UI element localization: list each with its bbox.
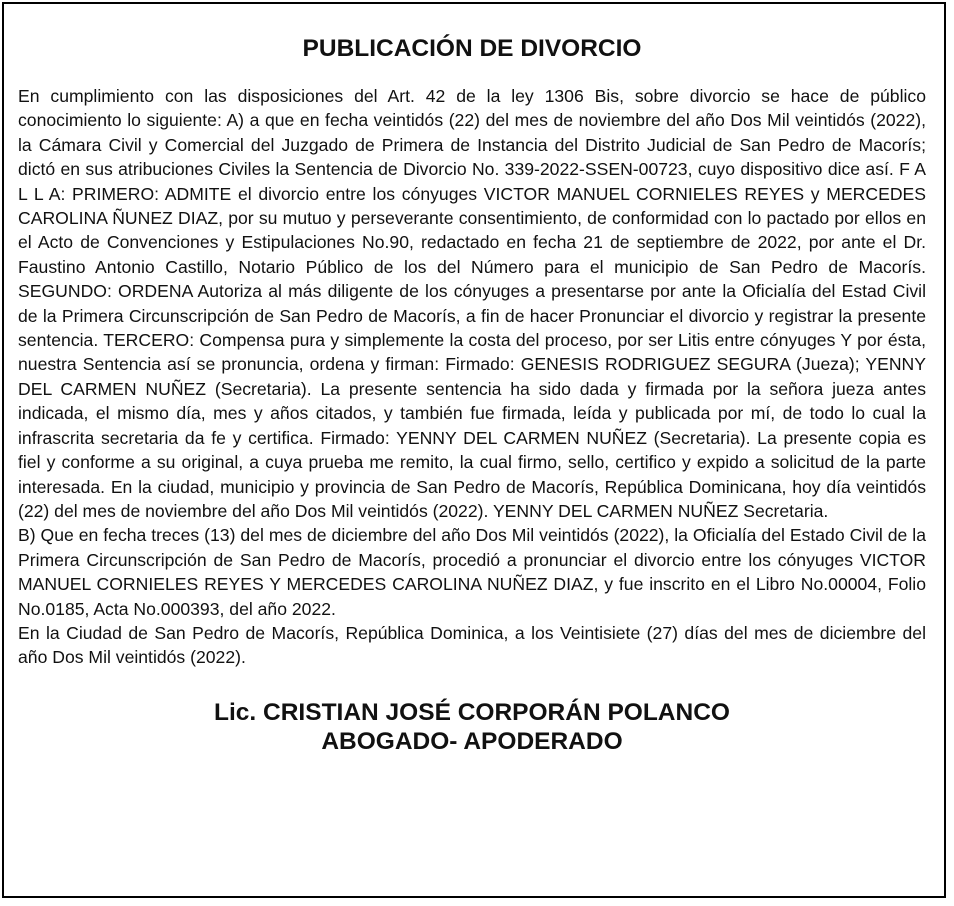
signatory-role: ABOGADO- APODERADO — [321, 727, 623, 755]
legal-notice — [18, 34, 926, 756]
signatory-name: Lic. CRISTIAN JOSÉ CORPORÁN POLANCO — [214, 698, 730, 726]
signature-block — [18, 698, 926, 756]
paragraph-b: B) Que en fecha treces (13) del mes de diciembre del año Dos Mil veintidós (2022), la Oficialía del Estado Civil de la Primera Circunscripción de San Pedro de Macorís, procedió a pronunciar el divorcio entre los cónyuges VICTOR MANUEL CORNIELES REYES Y MERCEDES CAROLINA NUÑEZ DIAZ, y fue inscrito en el Libro No.00004, Folio No.0185, Acta No.000393, del año 2022. — [18, 525, 926, 619]
notice-title: PUBLICACIÓN DE DIVORCIO — [302, 35, 642, 62]
paragraph-closing: En la Ciudad de San Pedro de Macorís, República Dominica, a los Veintisiete (27) días del mes de diciembre del año Dos Mil veintidós (2022). — [18, 622, 926, 668]
paragraph-a: En cumplimiento con las disposiciones del Art. 42 de la ley 1306 Bis, sobre divorcio se hace de público conocimiento lo siguiente: A) a que en fecha veintidós (22) del mes de noviembre del año Dos Mil veintidós (2022), la Cámara Civil y Comercial del Juzgado de Primera de Instancia del Distrito Judicial de San Pedro de Macorís; dictó en sus atribuciones Civiles la Sentencia de Divorcio No. 339-2022-SSEN-00723, cuyo dispositivo dice así. F A L L A: PRIMERO: ADMITE el divorcio entre los cónyuges VICTOR MANUEL CORNIELES REYES y MERCEDES CAROLINA ÑUNEZ DIAZ, por su mutuo y perseverante consentimiento, de conformidad con lo pactado por ellos en el Acto de Convenciones y Estipulaciones No.90, redactado en fecha 21 de septiembre de 2022, por ante el Dr. Faustino Antonio Castillo, Notario Público de los del Número para el municipio de San Pedro de Macorís. SEGUNDO: ORDENA Autoriza al más diligente de los cónyuges a presentarse por ante la Oficialía del Estad Civil de la Primera Circunscripción de San Pedro de Macorís, a fin de hacer Pronunciar el divorcio y registrar la presente sentencia. TERCERO: Compensa pura y simplemente la costa del proceso, por ser Litis entre cónyuges Y por ésta, nuestra Sentencia así se pronuncia, ordena y firman: Firmado: GENESIS RODRIGUEZ SEGURA (Jueza); YENNY DEL CARMEN NUÑEZ (Secretaria). La presente sentencia ha sido dada y firmada por la señora jueza antes indicada, el mismo día, mes y años citados, y también fue firmada, leída y publicada por mí, de todo lo cual la infrascrita secretaria da fe y certifica. Firmado: YENNY DEL CARMEN NUÑEZ (Secretaria). La presente copia es fiel y conforme a su original, a cuya prueba me remito, la cual firmo, sello, certifico y expido a solicitud de la parte interesada. En la ciudad, municipio y provincia de San Pedro de Macorís, República Dominicana, hoy día veintidós (22) del mes de noviembre del año Dos Mil veintidós (2022). YENNY DEL CARMEN NUÑEZ Secretaria. — [18, 86, 926, 521]
